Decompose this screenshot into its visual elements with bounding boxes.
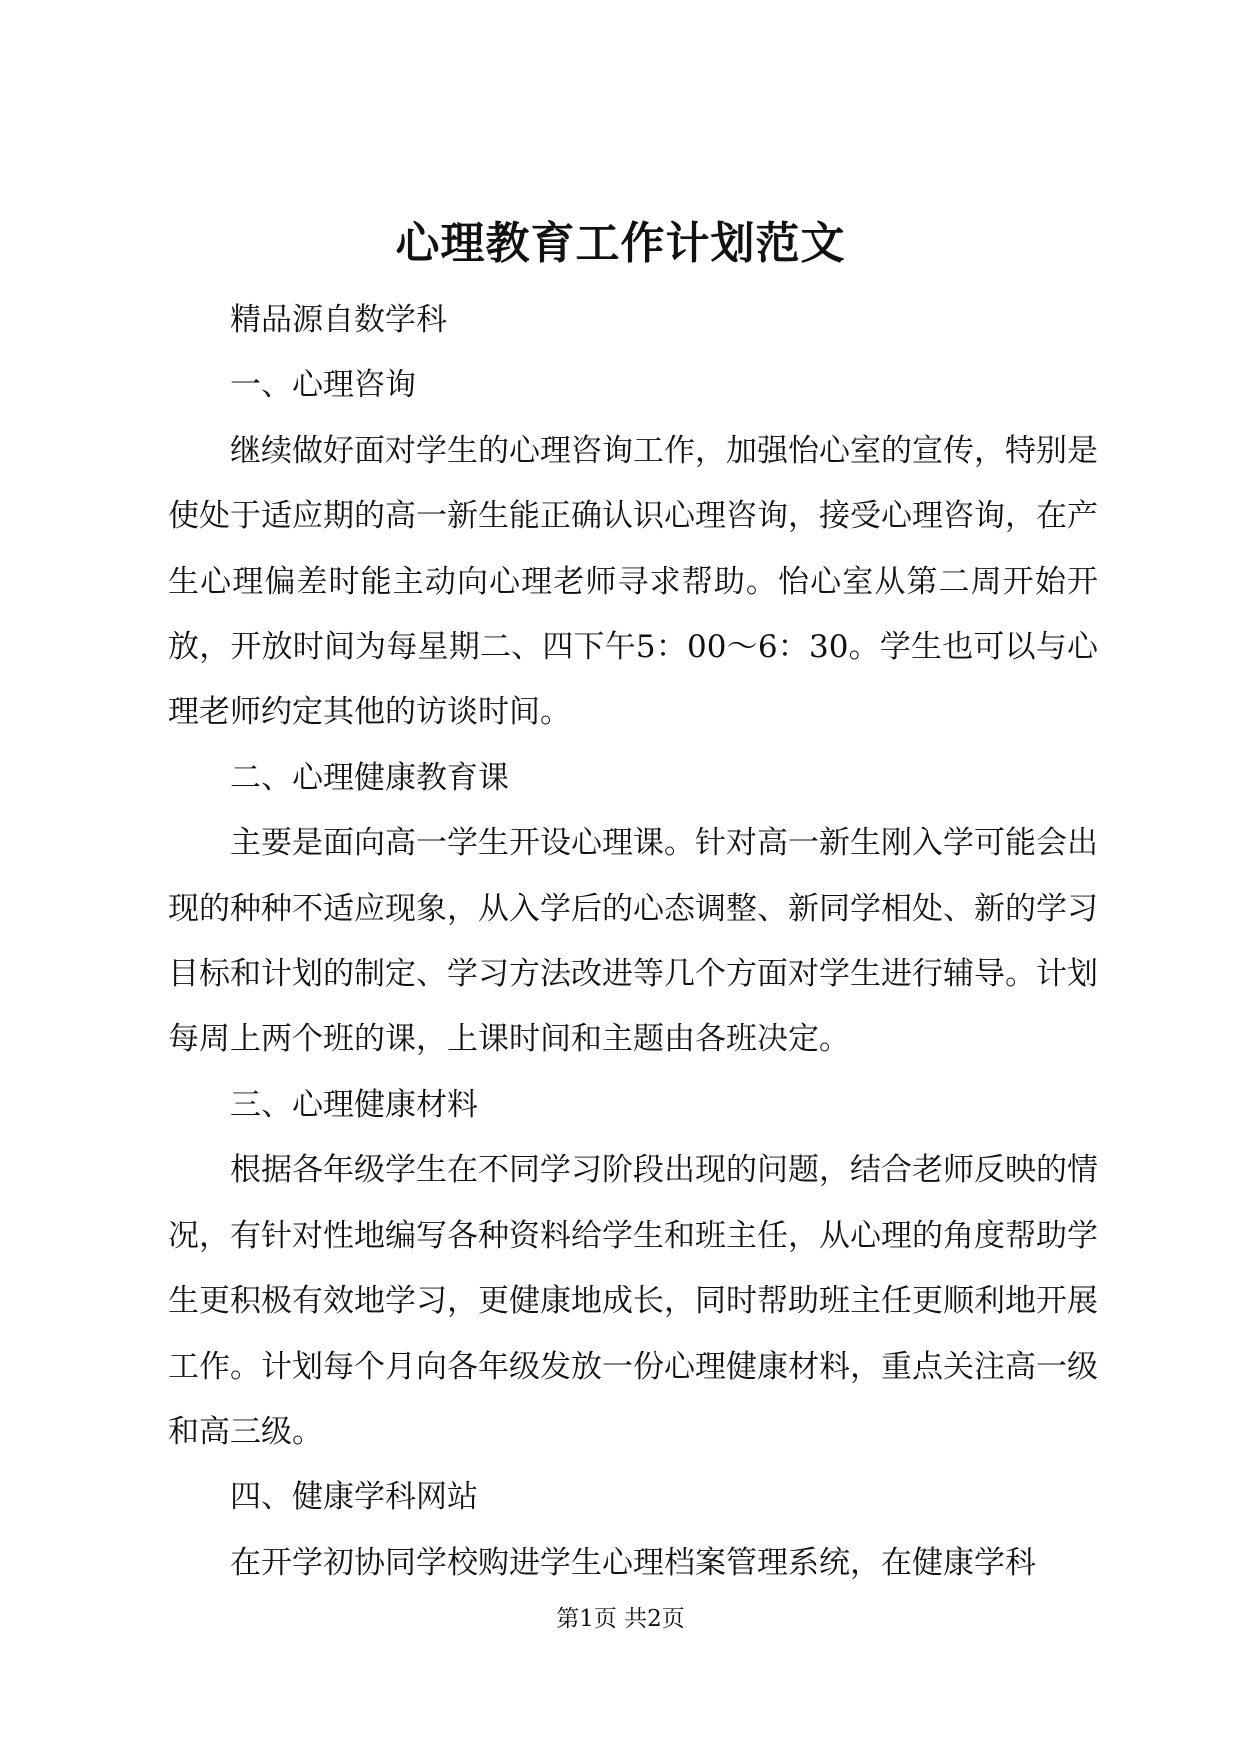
heading-health-course: 二、心理健康教育课	[230, 759, 509, 796]
paragraph-health-course: 主要是面向高一学生开设心理课。针对高一新生刚入学可能会出现的种种不适应现象，从入学后的心态调整、新同学相处、新的学习目标和计划的制定、学习方法改进等几个方面对学生进行辅导。计划每周上两个班的课，上课时间和主题由各班决定。	[168, 825, 1098, 1058]
heading-counseling: 一、心理咨询	[230, 367, 416, 404]
document-title: 心理教育工作计划范文	[395, 218, 846, 269]
paragraph-source: 精品源自数学科	[230, 302, 447, 338]
document-body	[168, 288, 1098, 1596]
heading-website: 四、健康学科网站	[230, 1479, 478, 1516]
paragraph-counseling: 继续做好面对学生的心理咨询工作，加强怡心室的宣传，特别是使处于适应期的高一新生能正确认识心理咨询，接受心理咨询，在产生心理偏差时能主动向心理老师寻求帮助。怡心室从第二周开始开放，开放时间为每星期二、四下午5：00～6：30。学生也可以与心理老师约定其他的访谈时间。	[168, 432, 1098, 731]
page-number: 第1页 共2页	[556, 1606, 685, 1632]
heading-health-materials: 三、心理健康材料	[230, 1086, 478, 1123]
paragraph-health-materials: 根据各年级学生在不同学习阶段出现的问题，结合老师反映的情况，有针对性地编写各种资料给学生和班主任，从心理的角度帮助学生更积极有效地学习，更健康地成长，同时帮助班主任更顺利地开展工作。计划每个月向各年级发放一份心理健康材料，重点关注高一级和高三级。	[168, 1152, 1098, 1450]
paragraph-website: 在开学初协同学校购进学生心理档案管理系统，在健康学科	[230, 1544, 1036, 1581]
